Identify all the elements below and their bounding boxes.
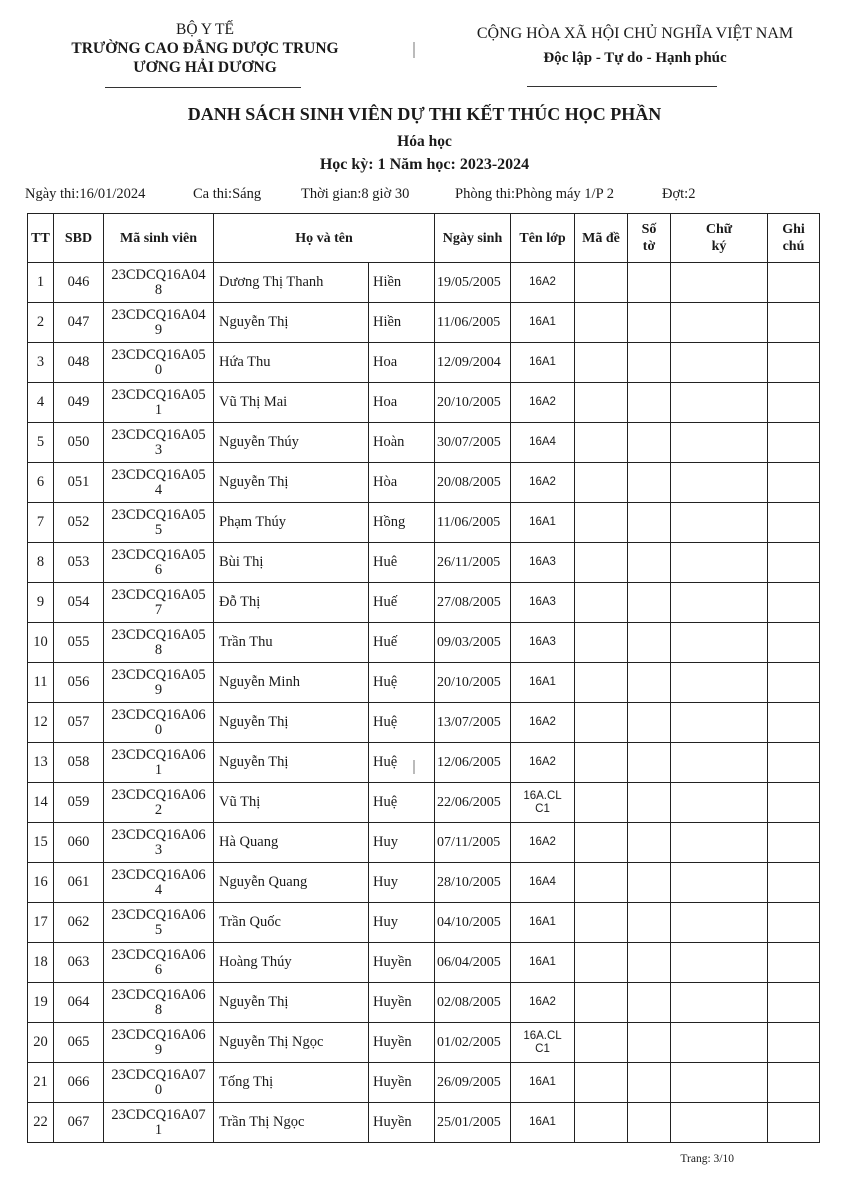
row-number: 4 — [28, 383, 54, 423]
family-name: Hà Quang — [214, 823, 369, 863]
birth-date: 11/06/2005 — [435, 303, 511, 343]
candidate-number: 061 — [54, 863, 104, 903]
col-header-sheets: Số tờ — [628, 214, 671, 263]
student-id: 23CDCQ16A05 7 — [104, 583, 214, 623]
candidate-number: 066 — [54, 1063, 104, 1103]
notes-cell — [768, 423, 820, 463]
notes-cell — [768, 1103, 820, 1143]
row-number: 1 — [28, 263, 54, 303]
sheets-cell — [628, 743, 671, 783]
signature-cell — [671, 903, 768, 943]
given-name: Huyền — [369, 1103, 435, 1143]
family-name: Nguyễn Thị — [214, 983, 369, 1023]
row-number: 13 — [28, 743, 54, 783]
given-name: Hồng — [369, 503, 435, 543]
class-name: 16A3 — [511, 583, 575, 623]
birth-date: 12/09/2004 — [435, 343, 511, 383]
student-id: 23CDCQ16A06 6 — [104, 943, 214, 983]
exam-code-cell — [575, 423, 628, 463]
student-id: 23CDCQ16A06 5 — [104, 903, 214, 943]
sheets-cell — [628, 423, 671, 463]
family-name: Đỗ Thị — [214, 583, 369, 623]
exam-code-cell — [575, 943, 628, 983]
exam-code-cell — [575, 903, 628, 943]
table-row — [28, 463, 820, 503]
sheets-cell — [628, 863, 671, 903]
family-name: Trần Thị Ngọc — [214, 1103, 369, 1143]
exam-code-cell — [575, 983, 628, 1023]
table-row — [28, 743, 820, 783]
given-name: Huyền — [369, 1023, 435, 1063]
candidate-number: 050 — [54, 423, 104, 463]
signature-cell — [671, 423, 768, 463]
row-number: 5 — [28, 423, 54, 463]
birth-date: 20/10/2005 — [435, 383, 511, 423]
notes-cell — [768, 903, 820, 943]
signature-cell — [671, 463, 768, 503]
sheets-cell — [628, 783, 671, 823]
student-id: 23CDCQ16A06 2 — [104, 783, 214, 823]
table-row — [28, 703, 820, 743]
col-header-signature: Chữ ký — [671, 214, 768, 263]
row-number: 9 — [28, 583, 54, 623]
class-name: 16A1 — [511, 503, 575, 543]
exam-code-cell — [575, 383, 628, 423]
candidate-number: 065 — [54, 1023, 104, 1063]
exam-code-cell — [575, 703, 628, 743]
student-id: 23CDCQ16A05 5 — [104, 503, 214, 543]
row-number: 19 — [28, 983, 54, 1023]
table-row — [28, 623, 820, 663]
student-id: 23CDCQ16A06 8 — [104, 983, 214, 1023]
family-name: Nguyễn Thị Ngọc — [214, 1023, 369, 1063]
birth-date: 12/06/2005 — [435, 743, 511, 783]
col-header-sbd: SBD — [54, 214, 104, 263]
sheets-cell — [628, 943, 671, 983]
signature-cell — [671, 1063, 768, 1103]
exam-code-cell — [575, 303, 628, 343]
national-motto: Độc lập - Tự do - Hạnh phúc — [543, 50, 727, 66]
row-number: 10 — [28, 623, 54, 663]
exam-room: Phòng thi:Phòng máy 1/P 2 — [455, 186, 614, 202]
given-name: Huyền — [369, 1063, 435, 1103]
sheets-cell — [628, 623, 671, 663]
given-name: Huế — [369, 583, 435, 623]
exam-code-cell — [575, 863, 628, 903]
signature-cell — [671, 823, 768, 863]
notes-cell — [768, 543, 820, 583]
term-info: Học kỳ: 1 Năm học: 2023-2024 — [319, 156, 530, 173]
col-header-full-name: Họ và tên — [214, 214, 435, 263]
student-id: 23CDCQ16A07 0 — [104, 1063, 214, 1103]
row-number: 12 — [28, 703, 54, 743]
sheets-cell — [628, 543, 671, 583]
candidate-number: 046 — [54, 263, 104, 303]
family-name: Tống Thị — [214, 1063, 369, 1103]
given-name: Hoa — [369, 343, 435, 383]
row-number: 14 — [28, 783, 54, 823]
row-number: 8 — [28, 543, 54, 583]
table-row — [28, 863, 820, 903]
table-header-row — [28, 214, 820, 263]
sheets-cell — [628, 463, 671, 503]
signature-cell — [671, 703, 768, 743]
birth-date: 26/09/2005 — [435, 1063, 511, 1103]
given-name: Hoàn — [369, 423, 435, 463]
birth-date: 27/08/2005 — [435, 583, 511, 623]
notes-cell — [768, 503, 820, 543]
table-row — [28, 503, 820, 543]
exam-code-cell — [575, 543, 628, 583]
row-number: 3 — [28, 343, 54, 383]
signature-cell — [671, 863, 768, 903]
notes-cell — [768, 743, 820, 783]
family-name: Bùi Thị — [214, 543, 369, 583]
sheets-cell — [628, 663, 671, 703]
given-name: Huệ — [369, 663, 435, 703]
school-name-line2: ƯƠNG HẢI DƯƠNG — [133, 59, 277, 76]
document-title: DANH SÁCH SINH VIÊN DỰ THI KẾT THÚC HỌC PHẦN — [187, 104, 662, 124]
notes-cell — [768, 383, 820, 423]
student-id: 23CDCQ16A07 1 — [104, 1103, 214, 1143]
row-number: 2 — [28, 303, 54, 343]
table-row — [28, 423, 820, 463]
family-name: Nguyễn Thị — [214, 303, 369, 343]
signature-cell — [671, 1103, 768, 1143]
class-name: 16A4 — [511, 423, 575, 463]
given-name: Hòa — [369, 463, 435, 503]
ministry-name: BỘ Y TẾ — [176, 21, 234, 38]
birth-date: 20/10/2005 — [435, 663, 511, 703]
student-id: 23CDCQ16A05 9 — [104, 663, 214, 703]
student-id: 23CDCQ16A05 0 — [104, 343, 214, 383]
table-row — [28, 303, 820, 343]
sheets-cell — [628, 903, 671, 943]
candidate-number: 058 — [54, 743, 104, 783]
notes-cell — [768, 823, 820, 863]
left-header-rule — [105, 87, 301, 88]
class-name: 16A3 — [511, 623, 575, 663]
birth-date: 26/11/2005 — [435, 543, 511, 583]
signature-cell — [671, 263, 768, 303]
family-name: Nguyễn Minh — [214, 663, 369, 703]
school-name-line1: TRƯỜNG CAO ĐẲNG DƯỢC TRUNG — [71, 40, 339, 57]
class-name: 16A.CL C1 — [511, 783, 575, 823]
table-row — [28, 943, 820, 983]
student-id: 23CDCQ16A06 3 — [104, 823, 214, 863]
notes-cell — [768, 703, 820, 743]
row-number: 7 — [28, 503, 54, 543]
given-name: Huyền — [369, 983, 435, 1023]
exam-code-cell — [575, 663, 628, 703]
given-name: Huê — [369, 543, 435, 583]
notes-cell — [768, 463, 820, 503]
student-id: 23CDCQ16A06 9 — [104, 1023, 214, 1063]
given-name: Huyền — [369, 943, 435, 983]
family-name: Nguyễn Thị — [214, 743, 369, 783]
table-row — [28, 543, 820, 583]
notes-cell — [768, 783, 820, 823]
birth-date: 13/07/2005 — [435, 703, 511, 743]
student-id: 23CDCQ16A04 8 — [104, 263, 214, 303]
table-row — [28, 663, 820, 703]
family-name: Nguyễn Thị — [214, 463, 369, 503]
student-id: 23CDCQ16A05 6 — [104, 543, 214, 583]
class-name: 16A1 — [511, 903, 575, 943]
notes-cell — [768, 1063, 820, 1103]
class-name: 16A2 — [511, 703, 575, 743]
candidate-number: 059 — [54, 783, 104, 823]
signature-cell — [671, 343, 768, 383]
notes-cell — [768, 663, 820, 703]
notes-cell — [768, 863, 820, 903]
birth-date: 11/06/2005 — [435, 503, 511, 543]
sheets-cell — [628, 503, 671, 543]
given-name: Huệ — [369, 783, 435, 823]
table-row — [28, 903, 820, 943]
scan-mark — [413, 760, 415, 774]
candidate-number: 062 — [54, 903, 104, 943]
class-name: 16A1 — [511, 343, 575, 383]
table-row — [28, 983, 820, 1023]
given-name: Hoa — [369, 383, 435, 423]
exam-time: Thời gian:8 giờ 30 — [301, 186, 410, 202]
sheets-cell — [628, 823, 671, 863]
exam-code-cell — [575, 743, 628, 783]
signature-cell — [671, 623, 768, 663]
sheets-cell — [628, 583, 671, 623]
col-header-birth-date: Ngày sinh — [435, 214, 511, 263]
header-right — [440, 22, 830, 70]
given-name: Huy — [369, 863, 435, 903]
row-number: 11 — [28, 663, 54, 703]
family-name: Vũ Thị — [214, 783, 369, 823]
table-row — [28, 1103, 820, 1143]
birth-date: 30/07/2005 — [435, 423, 511, 463]
col-header-student-id: Mã sinh viên — [104, 214, 214, 263]
notes-cell — [768, 1023, 820, 1063]
table-row — [28, 1023, 820, 1063]
scan-mark — [413, 42, 415, 58]
subject-name: Hóa học — [397, 133, 452, 150]
row-number: 17 — [28, 903, 54, 943]
class-name: 16A1 — [511, 1063, 575, 1103]
exam-code-cell — [575, 823, 628, 863]
page-number: Trang: 3/10 — [680, 1153, 734, 1165]
table-row — [28, 1063, 820, 1103]
signature-cell — [671, 983, 768, 1023]
student-id: 23CDCQ16A04 9 — [104, 303, 214, 343]
candidate-number: 064 — [54, 983, 104, 1023]
exam-code-cell — [575, 343, 628, 383]
sheets-cell — [628, 343, 671, 383]
sheets-cell — [628, 303, 671, 343]
right-header-rule — [527, 86, 717, 87]
class-name: 16A2 — [511, 983, 575, 1023]
signature-cell — [671, 383, 768, 423]
sheets-cell — [628, 1023, 671, 1063]
class-name: 16A1 — [511, 663, 575, 703]
row-number: 18 — [28, 943, 54, 983]
candidate-number: 060 — [54, 823, 104, 863]
signature-cell — [671, 743, 768, 783]
sheets-cell — [628, 703, 671, 743]
exam-code-cell — [575, 623, 628, 663]
family-name: Vũ Thị Mai — [214, 383, 369, 423]
col-header-notes: Ghi chú — [768, 214, 820, 263]
family-name: Trần Thu — [214, 623, 369, 663]
student-id: 23CDCQ16A06 4 — [104, 863, 214, 903]
candidate-number: 067 — [54, 1103, 104, 1143]
sheets-cell — [628, 1103, 671, 1143]
table-row — [28, 583, 820, 623]
student-id: 23CDCQ16A05 1 — [104, 383, 214, 423]
sheets-cell — [628, 1063, 671, 1103]
class-name: 16A2 — [511, 263, 575, 303]
notes-cell — [768, 303, 820, 343]
exam-code-cell — [575, 463, 628, 503]
sheets-cell — [628, 983, 671, 1023]
birth-date: 25/01/2005 — [435, 1103, 511, 1143]
exam-shift: Ca thi:Sáng — [193, 186, 262, 202]
signature-cell — [671, 303, 768, 343]
sheets-cell — [628, 263, 671, 303]
birth-date: 09/03/2005 — [435, 623, 511, 663]
table-row — [28, 343, 820, 383]
candidate-number: 048 — [54, 343, 104, 383]
col-header-class: Tên lớp — [511, 214, 575, 263]
exam-code-cell — [575, 263, 628, 303]
candidate-number: 053 — [54, 543, 104, 583]
family-name: Nguyễn Quang — [214, 863, 369, 903]
country-name: CỘNG HÒA XÃ HỘI CHỦ NGHĨA VIỆT NAM — [476, 25, 794, 42]
class-name: 16A.CL C1 — [511, 1023, 575, 1063]
notes-cell — [768, 943, 820, 983]
signature-cell — [671, 943, 768, 983]
class-name: 16A2 — [511, 463, 575, 503]
candidate-number: 055 — [54, 623, 104, 663]
candidate-number: 052 — [54, 503, 104, 543]
table-row — [28, 263, 820, 303]
class-name: 16A3 — [511, 543, 575, 583]
row-number: 21 — [28, 1063, 54, 1103]
notes-cell — [768, 343, 820, 383]
birth-date: 20/08/2005 — [435, 463, 511, 503]
birth-date: 28/10/2005 — [435, 863, 511, 903]
signature-cell — [671, 583, 768, 623]
family-name: Nguyễn Thị — [214, 703, 369, 743]
student-id: 23CDCQ16A06 0 — [104, 703, 214, 743]
header-left — [40, 20, 370, 77]
signature-cell — [671, 663, 768, 703]
candidate-number: 049 — [54, 383, 104, 423]
student-id: 23CDCQ16A05 4 — [104, 463, 214, 503]
row-number: 16 — [28, 863, 54, 903]
sheets-cell — [628, 383, 671, 423]
family-name: Nguyễn Thúy — [214, 423, 369, 463]
col-header-exam-code: Mã đề — [575, 214, 628, 263]
table-row — [28, 823, 820, 863]
family-name: Trần Quốc — [214, 903, 369, 943]
notes-cell — [768, 263, 820, 303]
birth-date: 06/04/2005 — [435, 943, 511, 983]
family-name: Hứa Thu — [214, 343, 369, 383]
candidate-number: 063 — [54, 943, 104, 983]
exam-code-cell — [575, 1063, 628, 1103]
birth-date: 07/11/2005 — [435, 823, 511, 863]
candidate-number: 051 — [54, 463, 104, 503]
row-number: 22 — [28, 1103, 54, 1143]
given-name: Hiền — [369, 303, 435, 343]
student-id: 23CDCQ16A05 8 — [104, 623, 214, 663]
col-header-tt: TT — [28, 214, 54, 263]
signature-cell — [671, 543, 768, 583]
given-name: Huy — [369, 903, 435, 943]
exam-code-cell — [575, 1103, 628, 1143]
family-name: Hoàng Thúy — [214, 943, 369, 983]
exam-code-cell — [575, 503, 628, 543]
signature-cell — [671, 783, 768, 823]
notes-cell — [768, 623, 820, 663]
family-name: Dương Thị Thanh — [214, 263, 369, 303]
table-row — [28, 783, 820, 823]
signature-cell — [671, 1023, 768, 1063]
birth-date: 02/08/2005 — [435, 983, 511, 1023]
class-name: 16A2 — [511, 823, 575, 863]
row-number: 15 — [28, 823, 54, 863]
table-row — [28, 383, 820, 423]
class-name: 16A2 — [511, 743, 575, 783]
candidate-number: 057 — [54, 703, 104, 743]
class-name: 16A1 — [511, 1103, 575, 1143]
candidate-number: 054 — [54, 583, 104, 623]
class-name: 16A4 — [511, 863, 575, 903]
notes-cell — [768, 983, 820, 1023]
class-name: 16A2 — [511, 383, 575, 423]
notes-cell — [768, 583, 820, 623]
row-number: 6 — [28, 463, 54, 503]
class-name: 16A1 — [511, 303, 575, 343]
given-name: Huệ — [369, 703, 435, 743]
exam-code-cell — [575, 783, 628, 823]
exam-batch: Đợt:2 — [662, 186, 696, 202]
given-name: Hiền — [369, 263, 435, 303]
signature-cell — [671, 503, 768, 543]
family-name: Phạm Thúy — [214, 503, 369, 543]
given-name: Huệ — [369, 743, 435, 783]
class-name: 16A1 — [511, 943, 575, 983]
candidate-number: 047 — [54, 303, 104, 343]
exam-code-cell — [575, 583, 628, 623]
birth-date: 19/05/2005 — [435, 263, 511, 303]
given-name: Huế — [369, 623, 435, 663]
student-table — [27, 213, 820, 1143]
exam-code-cell — [575, 1023, 628, 1063]
row-number: 20 — [28, 1023, 54, 1063]
student-id: 23CDCQ16A05 3 — [104, 423, 214, 463]
given-name: Huy — [369, 823, 435, 863]
candidate-number: 056 — [54, 663, 104, 703]
birth-date: 22/06/2005 — [435, 783, 511, 823]
exam-date: Ngày thi:16/01/2024 — [25, 186, 146, 202]
student-id: 23CDCQ16A06 1 — [104, 743, 214, 783]
birth-date: 01/02/2005 — [435, 1023, 511, 1063]
birth-date: 04/10/2005 — [435, 903, 511, 943]
